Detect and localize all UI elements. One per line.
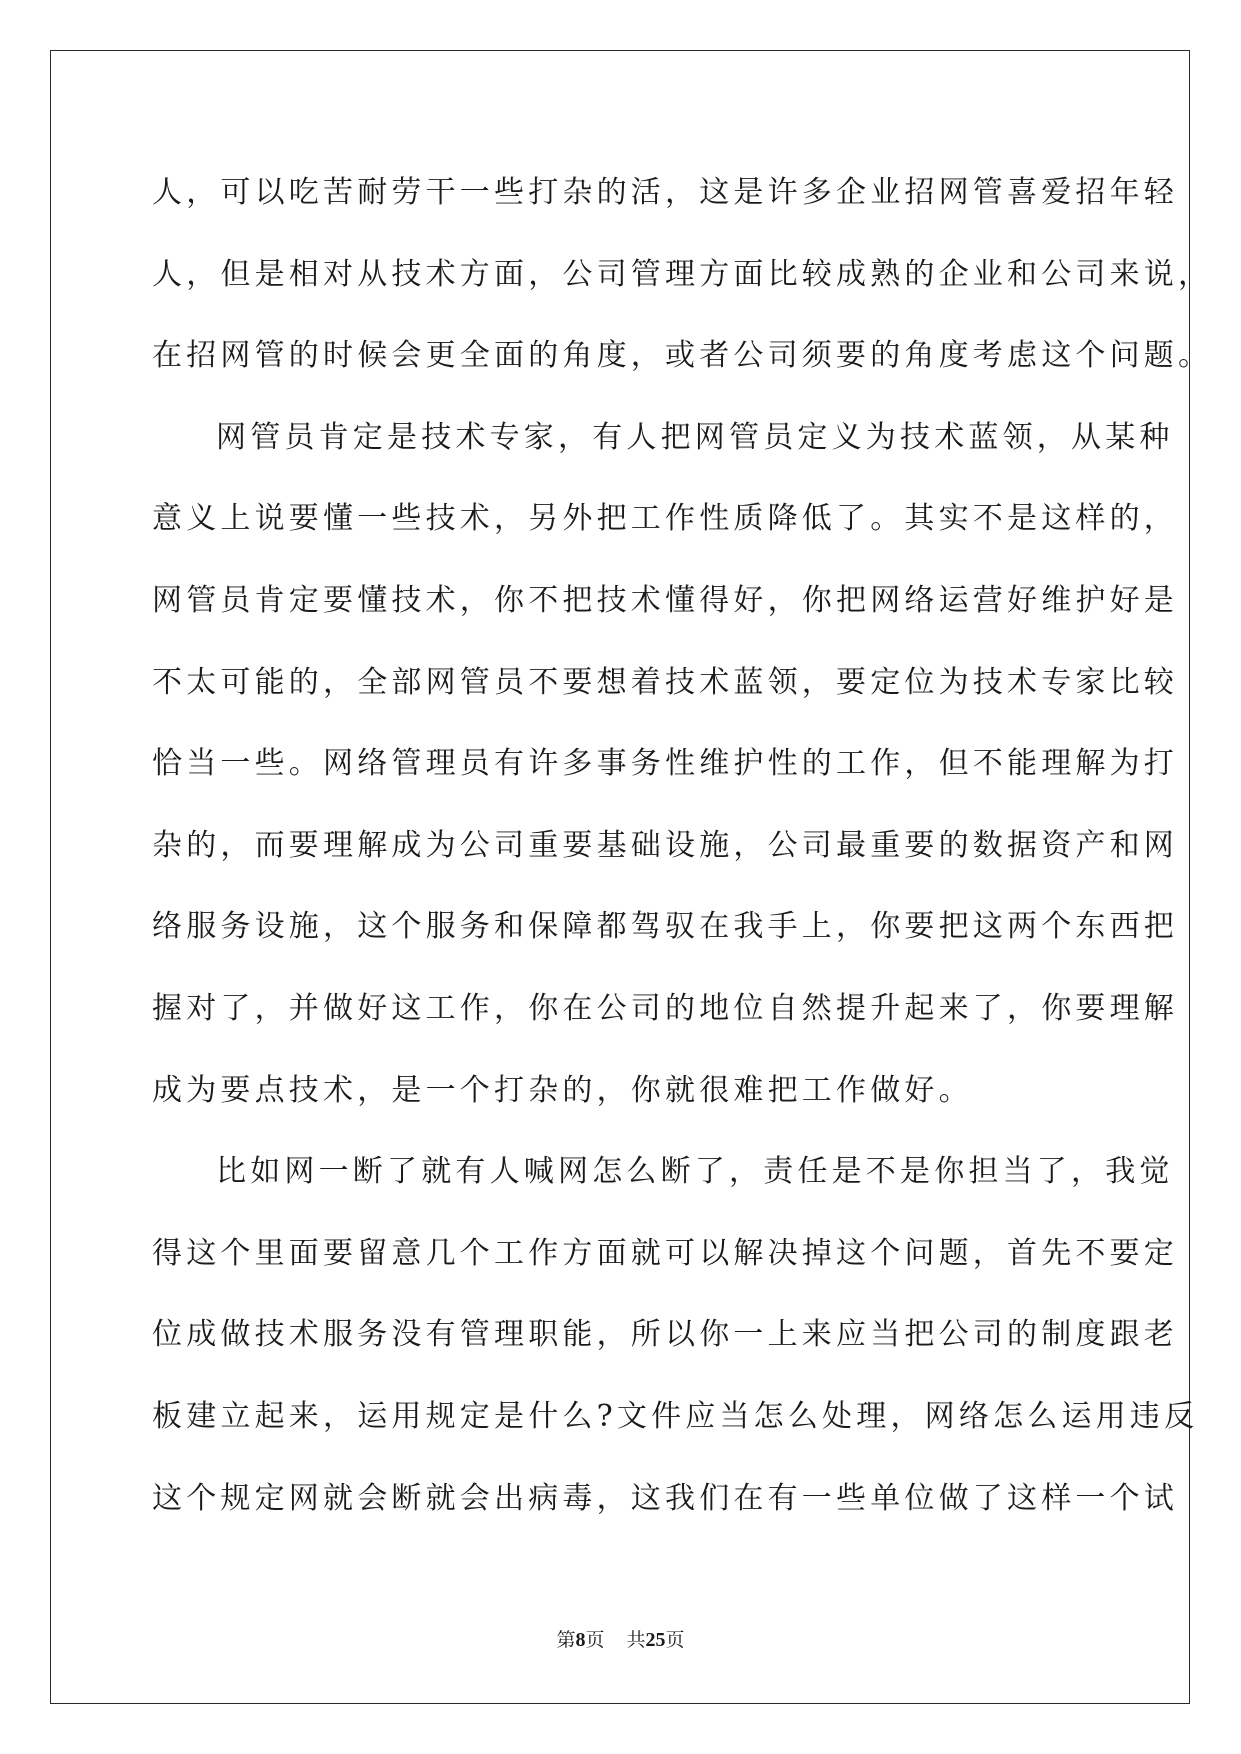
text-line: 恰当一些。网络管理员有许多事务性维护性的工作，但不能理解为打 [152, 746, 1178, 782]
page-label-suffix: 页 [585, 1629, 605, 1651]
text-line: 网管员肯定要懂技术，你不把技术懂得好，你把网络运营好维护好是 [152, 582, 1178, 618]
text-line: 人，可以吃苦耐劳干一些打杂的活，这是许多企业招网管喜爱招年轻 [152, 175, 1178, 210]
total-label-suffix: 页 [665, 1629, 685, 1651]
text-line: 这个规定网就会断就会出病毒，这我们在有一些单位做了这样一个试 [152, 1480, 1178, 1516]
page-label-prefix: 第 [556, 1629, 576, 1651]
text-line: 杂的，而要理解成为公司重要基础设施，公司最重要的数据资产和网 [152, 827, 1178, 863]
page-footer [0, 1628, 1241, 1652]
text-line: 得这个里面要留意几个工作方面就可以解决掉这个问题，首先不要定 [152, 1235, 1178, 1271]
total-label-prefix: 共 [626, 1629, 646, 1651]
text-line: 意义上说要懂一些技术，另外把工作性质降低了。其实不是这样的， [152, 501, 1178, 537]
text-line: 位成做技术服务没有管理职能，所以你一上来应当把公司的制度跟老 [152, 1317, 1178, 1353]
text-line: 在招网管的时候会更全面的角度，或者公司须要的角度考虑这个问题。 [152, 338, 1213, 374]
text-line: 板建立起来，运用规定是什么?文件应当怎么处理，网络怎么运用违反 [152, 1398, 1199, 1434]
text-line: 握对了，并做好这工作，你在公司的地位自然提升起来了，你要理解 [152, 990, 1178, 1026]
text-line: 不太可能的，全部网管员不要想着技术蓝领，要定位为技术专家比较 [152, 664, 1178, 700]
text-line: 比如网一断了就有人喊网怎么断了，责任是不是你担当了，我觉 [216, 1154, 1174, 1190]
total-pages: 25 [645, 1629, 666, 1651]
text-line: 人，但是相对从技术方面，公司管理方面比较成熟的企业和公司来说， [152, 256, 1213, 292]
body-text [152, 168, 1213, 1555]
page-number: 8 [575, 1629, 586, 1651]
text-line: 成为要点技术，是一个打杂的，你就很难把工作做好。 [152, 1072, 973, 1108]
text-line: 网管员肯定是技术专家，有人把网管员定义为技术蓝领，从某种 [216, 419, 1174, 455]
text-line: 络服务设施，这个服务和保障都驾驭在我手上，你要把这两个东西把 [152, 909, 1178, 945]
